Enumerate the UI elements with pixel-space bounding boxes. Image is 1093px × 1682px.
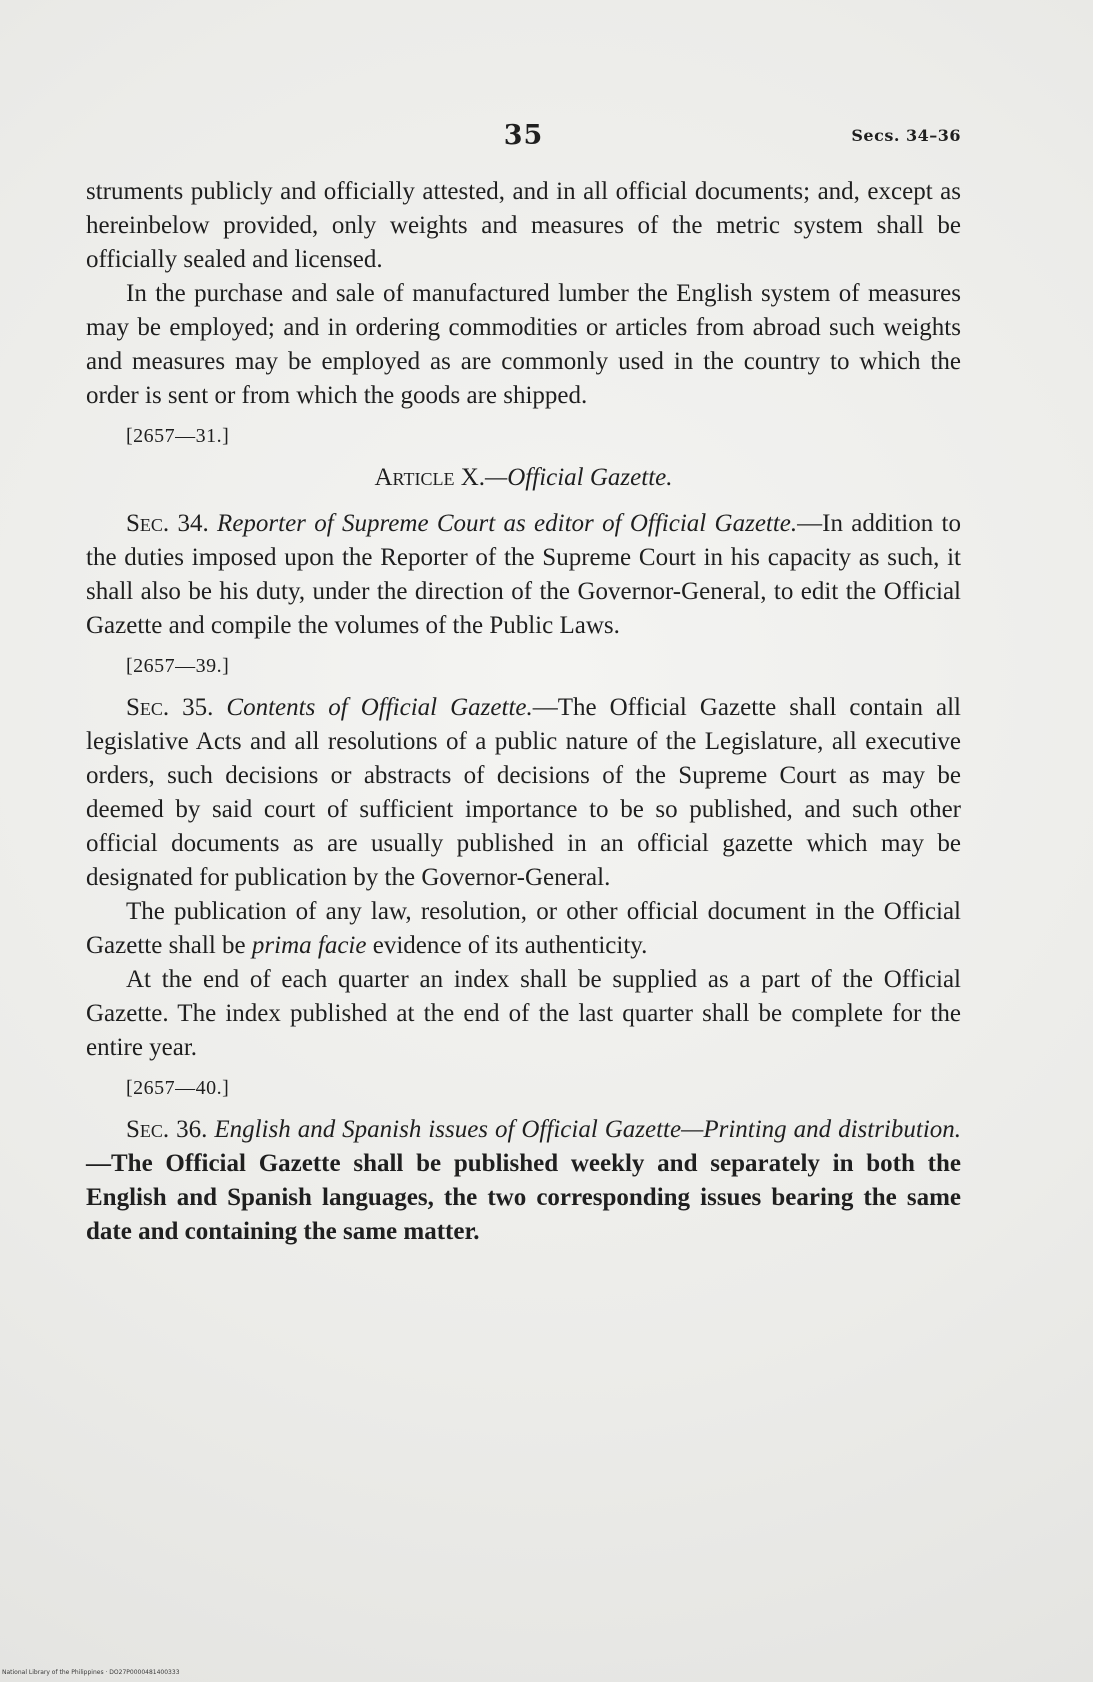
- paragraph-publication-after: evidence of its authenticity.: [366, 932, 648, 959]
- section-36: [86, 1113, 961, 1249]
- citation-3: [2657—40.]: [126, 1077, 230, 1099]
- footer-note: National Library of the Philippines · DO27P0000481400333: [2, 1669, 180, 1676]
- section-34-text: —In addition to the duties imposed upon the Reporter of the Supreme Court in his capacity as such, it shall also be his duty, under the direction of the Governor-General, to edit the Official Gazette and compile the volumes of the Public Laws.: [86, 510, 961, 639]
- page-body: [86, 175, 961, 1249]
- paragraph-lumber-text: In the purchase and sale of manufactured lumber the English system of measures may be employed; and in ordering commodities or articles from abroad such weights and measures may be employed as are commonly used in the country to which the order is sent or from which the goods are shipped.: [86, 280, 961, 409]
- section-36-label: Sec. 36.: [126, 1116, 208, 1143]
- section-35-title: Contents of Official Gazette.: [226, 694, 533, 721]
- section-35-label: Sec. 35.: [126, 694, 214, 721]
- page-number: 35: [503, 120, 544, 151]
- article-heading: [86, 461, 961, 495]
- section-35: [86, 691, 961, 895]
- citation-2: [2657—39.]: [126, 655, 230, 677]
- page-header: [86, 120, 961, 160]
- article-label: Article X.: [374, 464, 486, 491]
- citation-1: [2657—31.]: [126, 425, 230, 447]
- section-34: [86, 507, 961, 643]
- section-range: Secs. 34–36: [851, 126, 961, 145]
- section-34-title: Reporter of Supreme Court as editor of Official Gazette.: [217, 510, 798, 537]
- paragraph-lumber: [86, 277, 961, 413]
- paragraph-continuation: struments publicly and officially attested, and in all official documents; and, except as hereinbelow provided, only weights and measures of the metric system shall be officially sealed and licensed.: [86, 178, 961, 273]
- section-36-text: —The Official Gazette shall be published weekly and separately in both the English and Spanish languages, the two corresponding issues bearing the same date and containing the same matter.: [86, 1150, 961, 1245]
- paragraph-index: At the end of each quarter an index shall be supplied as a part of the Official Gazette. The index published at the end of the last quarter shall be complete for the entire year.: [86, 966, 961, 1061]
- paragraph-publication-italic: prima facie: [251, 932, 367, 959]
- section-36-title: English and Spanish issues of Official Gazette—Printing and distribution.: [214, 1116, 962, 1143]
- article-title: —Official Gazette.: [485, 464, 673, 491]
- paragraph-publication-before: The publication of any law, resolution, or other official document in the Official Gazette shall be: [86, 898, 961, 959]
- section-35-text: —The Official Gazette shall contain all legislative Acts and all resolutions of a public nature of the Legislature, all executive orders, such decisions or abstracts of decisions of the Supreme Court as may be deemed by said court of sufficient importance to be so published, and such other official documents as are usually published in an official gazette which may be designated for publication by the Governor-General.: [86, 694, 961, 891]
- section-34-label: Sec. 34.: [126, 510, 209, 537]
- paragraph-publication: [86, 895, 961, 963]
